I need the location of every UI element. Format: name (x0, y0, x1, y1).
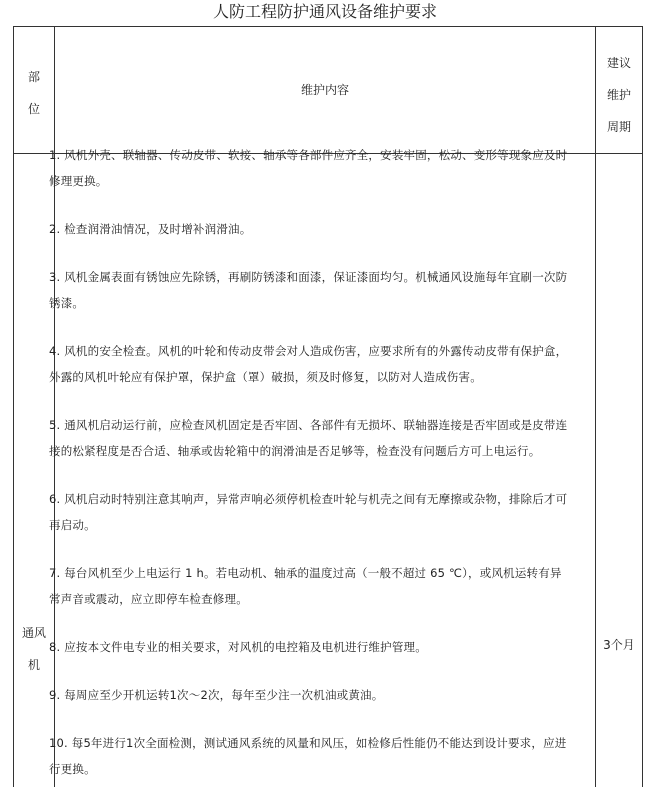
part-cell (14, 617, 54, 681)
part-line: 通风 (21, 626, 46, 640)
header-content: 维护内容 (300, 83, 349, 97)
header-period-line: 周期 (606, 120, 631, 134)
maintenance-item: 10. 每5年进行1次全面检测，测试通风系统的风量和风压，如检修后性能仍不能达到设计要求，应进行更换。 (49, 736, 567, 776)
maintenance-item: 2. 检查润滑油情况，及时增补润滑油。 (49, 222, 252, 236)
page-title: 人防工程防护通风设备维护要求 (212, 2, 437, 21)
maintenance-item: 7. 每台风机至少上电运行 1 h。若电动机、轴承的温度过高（一般不超过 65 ℃），或风机运转有异常声音或震动，应立即停车检查修理。 (49, 566, 562, 606)
maintenance-item: 5. 通风机启动运行前，应检查风机固定是否牢固、各部件有无损坏、联轴器连接是否牢固或是皮带连接的松紧程度是否合适、轴承或齿轮箱中的润滑油是否足够等，检查没有问题后方可上电运行。 (49, 418, 568, 458)
part-line: 机 (27, 658, 40, 672)
maintenance-item: 1. 风机外壳、联轴器、传动皮带、软接、轴承等各部件应齐全，安装牢固，松动、变形等现象应及时修理更换。 (49, 148, 568, 188)
maintenance-item: 6. 风机启动时特别注意其响声，异常声响必须停机检查叶轮与机壳之间有无摩擦或杂物，排除后才可再启动。 (49, 492, 568, 532)
period-cell: 3个月 (603, 638, 635, 652)
maintenance-item: 4. 风机的安全检查。风机的叶轮和传动皮带会对人造成伤害，应要求所有的外露传动皮带有保护盒，外露的风机叶轮应有保护罩，保护盒（罩）破损，须及时修复，以防对人造成伤害。 (49, 344, 568, 384)
header-period (596, 47, 642, 143)
header-part-line: 部 (27, 70, 40, 84)
header-period-line: 维护 (606, 88, 631, 102)
header-part-line: 位 (27, 102, 40, 116)
maintenance-item: 3. 风机金属表面有锈蚀应先除锈，再刷防锈漆和面漆，保证漆面均匀。机械通风设施每年宜刷一次防锈漆。 (49, 270, 568, 310)
maintenance-item: 8. 应按本文件电专业的相关要求，对风机的电控箱及电机进行维护管理。 (49, 640, 427, 654)
header-part (14, 61, 54, 125)
maintenance-item: 9. 每周应至少开机运转1次～2次，每年至少注一次机油或黄油。 (49, 688, 384, 702)
maintenance-items (49, 142, 573, 804)
header-period-line: 建议 (606, 56, 631, 70)
